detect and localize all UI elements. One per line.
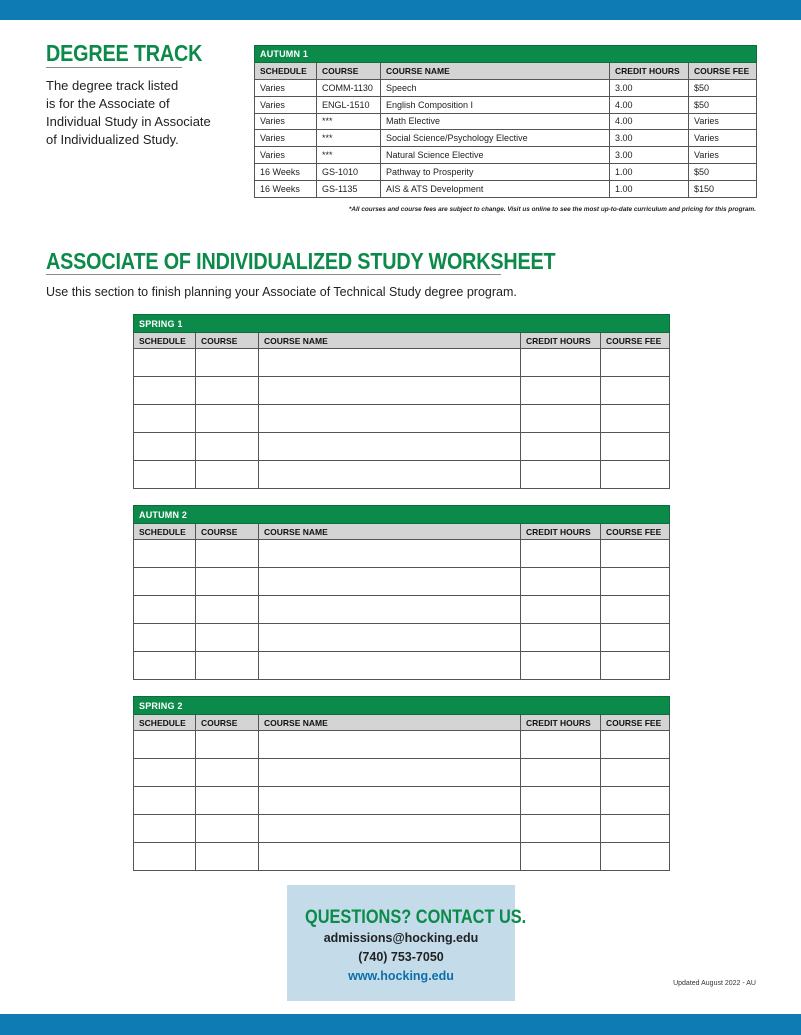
column-header-course-name: COURSE NAME xyxy=(259,333,521,349)
blank-cell[interactable] xyxy=(196,815,259,843)
blank-cell[interactable] xyxy=(196,540,259,568)
top-color-bar xyxy=(0,0,801,20)
blank-cell[interactable] xyxy=(259,843,521,871)
blank-cell[interactable] xyxy=(196,652,259,680)
blank-cell[interactable] xyxy=(196,731,259,759)
column-header-schedule: SCHEDULE xyxy=(134,333,196,349)
blank-worksheet-row[interactable] xyxy=(134,624,670,652)
column-header-course-name: COURSE NAME xyxy=(381,63,610,80)
blank-cell[interactable] xyxy=(134,624,196,652)
column-header-credit-hours: CREDIT HOURS xyxy=(521,333,601,349)
credit-hours-cell: 1.00 xyxy=(610,163,689,180)
course-name-cell: AIS & ATS Development xyxy=(381,180,610,197)
blank-cell[interactable] xyxy=(259,652,521,680)
schedule-cell: Varies xyxy=(255,113,317,130)
blank-cell[interactable] xyxy=(134,461,196,489)
blank-cell[interactable] xyxy=(521,461,601,489)
blank-cell[interactable] xyxy=(259,349,521,377)
schedule-cell: 16 Weeks xyxy=(255,163,317,180)
term-label: AUTUMN 2 xyxy=(134,506,670,524)
autumn1-course-table xyxy=(254,45,757,198)
blank-cell[interactable] xyxy=(259,540,521,568)
blank-cell[interactable] xyxy=(196,349,259,377)
blank-cell[interactable] xyxy=(196,759,259,787)
course-name-cell: Social Science/Psychology Elective xyxy=(381,130,610,147)
course-fee-cell: Varies xyxy=(689,113,757,130)
blank-cell[interactable] xyxy=(601,540,670,568)
schedule-cell: Varies xyxy=(255,96,317,113)
blank-cell[interactable] xyxy=(134,815,196,843)
contact-title-text: QUESTIONS? CONTACT US. xyxy=(305,907,527,928)
blank-cell[interactable] xyxy=(259,787,521,815)
blank-worksheet-row[interactable] xyxy=(134,568,670,596)
schedule-cell: Varies xyxy=(255,147,317,164)
worksheet-title: ASSOCIATE OF INDIVIDUALIZED STUDY WORKSHEET xyxy=(46,248,556,274)
blank-cell[interactable] xyxy=(521,624,601,652)
blank-cell[interactable] xyxy=(601,731,670,759)
blank-cell[interactable] xyxy=(134,405,196,433)
blank-cell[interactable] xyxy=(601,568,670,596)
column-header-credit-hours: CREDIT HOURS xyxy=(521,524,601,540)
column-header-course-name: COURSE NAME xyxy=(259,524,521,540)
course-code-cell: ENGL-1510 xyxy=(317,96,381,113)
term-label: SPRING 1 xyxy=(134,315,670,333)
term-label: AUTUMN 1 xyxy=(255,46,757,63)
blank-cell[interactable] xyxy=(521,377,601,405)
blank-worksheet-row[interactable] xyxy=(134,815,670,843)
blank-cell[interactable] xyxy=(196,624,259,652)
blank-worksheet-row[interactable] xyxy=(134,349,670,377)
blank-cell[interactable] xyxy=(196,843,259,871)
contact-email-link[interactable]: admissions@hocking.edu xyxy=(323,931,479,945)
blank-cell[interactable] xyxy=(134,652,196,680)
table-row xyxy=(255,147,757,164)
credit-hours-cell: 1.00 xyxy=(610,180,689,197)
course-name-cell: English Composition I xyxy=(381,96,610,113)
blank-cell[interactable] xyxy=(196,405,259,433)
column-header-schedule: SCHEDULE xyxy=(134,524,196,540)
blank-cell[interactable] xyxy=(601,652,670,680)
blank-cell[interactable] xyxy=(134,540,196,568)
table-row xyxy=(255,113,757,130)
blank-cell[interactable] xyxy=(521,787,601,815)
blank-cell[interactable] xyxy=(259,731,521,759)
blank-cell[interactable] xyxy=(521,815,601,843)
table-row xyxy=(255,80,757,97)
credit-hours-cell: 3.00 xyxy=(610,80,689,97)
degree-track-title-rule xyxy=(46,67,182,68)
course-fee-cell: $50 xyxy=(689,96,757,113)
blank-cell[interactable] xyxy=(259,461,521,489)
blank-cell[interactable] xyxy=(196,568,259,596)
blank-worksheet-row[interactable] xyxy=(134,787,670,815)
course-fee-cell: Varies xyxy=(689,130,757,147)
blank-cell[interactable] xyxy=(601,787,670,815)
blank-cell[interactable] xyxy=(134,568,196,596)
blank-cell[interactable] xyxy=(259,568,521,596)
blank-cell[interactable] xyxy=(259,433,521,461)
intro-line: is for the Associate of xyxy=(46,96,170,111)
column-header-credit-hours: CREDIT HOURS xyxy=(610,63,689,80)
credit-hours-cell: 3.00 xyxy=(610,147,689,164)
course-code-cell: COMM-1130 xyxy=(317,80,381,97)
blank-cell[interactable] xyxy=(601,377,670,405)
contact-title xyxy=(287,907,527,929)
blank-cell[interactable] xyxy=(134,377,196,405)
course-fee-cell: $50 xyxy=(689,80,757,97)
column-header-course: COURSE xyxy=(196,333,259,349)
blank-cell[interactable] xyxy=(259,624,521,652)
column-header-course-fee: COURSE FEE xyxy=(689,63,757,80)
blank-cell[interactable] xyxy=(601,759,670,787)
course-fee-cell: $50 xyxy=(689,163,757,180)
blank-worksheet-row[interactable] xyxy=(134,377,670,405)
worksheet-intro: Use this section to finish planning your Associate of Technical Study degree program. xyxy=(46,285,517,299)
course-code-cell: *** xyxy=(317,113,381,130)
blank-cell[interactable] xyxy=(134,787,196,815)
contact-phone[interactable]: (740) 753-7050 xyxy=(358,950,444,964)
degree-track-intro xyxy=(46,77,246,149)
blank-cell[interactable] xyxy=(196,787,259,815)
spring1-worksheet-table xyxy=(133,314,670,489)
blank-worksheet-row[interactable] xyxy=(134,433,670,461)
course-fee-cell: $150 xyxy=(689,180,757,197)
blank-cell[interactable] xyxy=(601,349,670,377)
blank-cell[interactable] xyxy=(601,461,670,489)
worksheet-title-rule xyxy=(46,274,501,275)
course-name-cell: Pathway to Prosperity xyxy=(381,163,610,180)
blank-cell[interactable] xyxy=(601,815,670,843)
blank-worksheet-row[interactable] xyxy=(134,652,670,680)
contact-website-link[interactable]: www.hocking.edu xyxy=(348,969,454,983)
column-header-course-name: COURSE NAME xyxy=(259,715,521,731)
blank-worksheet-row[interactable] xyxy=(134,461,670,489)
blank-cell[interactable] xyxy=(601,405,670,433)
column-header-course-fee: COURSE FEE xyxy=(601,715,670,731)
course-fee-cell: Varies xyxy=(689,147,757,164)
spring2-worksheet-table xyxy=(133,696,670,871)
blank-cell[interactable] xyxy=(196,461,259,489)
blank-cell[interactable] xyxy=(196,377,259,405)
column-header-course: COURSE xyxy=(196,715,259,731)
course-name-cell: Natural Science Elective xyxy=(381,147,610,164)
blank-cell[interactable] xyxy=(134,349,196,377)
table-row xyxy=(255,130,757,147)
blank-cell[interactable] xyxy=(134,843,196,871)
table-row xyxy=(255,163,757,180)
schedule-cell: Varies xyxy=(255,80,317,97)
blank-worksheet-row[interactable] xyxy=(134,596,670,624)
blank-cell[interactable] xyxy=(259,759,521,787)
blank-cell[interactable] xyxy=(134,433,196,461)
course-code-cell: *** xyxy=(317,130,381,147)
course-code-cell: GS-1135 xyxy=(317,180,381,197)
column-header-course-fee: COURSE FEE xyxy=(601,333,670,349)
intro-line: The degree track listed xyxy=(46,78,179,93)
blank-cell[interactable] xyxy=(521,652,601,680)
updated-date-note: Updated August 2022 - AU xyxy=(673,980,756,987)
blank-cell[interactable] xyxy=(259,815,521,843)
course-name-cell: Math Elective xyxy=(381,113,610,130)
course-code-cell: *** xyxy=(317,147,381,164)
bottom-color-bar xyxy=(0,1014,801,1035)
schedule-cell: 16 Weeks xyxy=(255,180,317,197)
term-label: SPRING 2 xyxy=(134,697,670,715)
credit-hours-cell: 3.00 xyxy=(610,130,689,147)
blank-cell[interactable] xyxy=(521,596,601,624)
blank-cell[interactable] xyxy=(521,433,601,461)
blank-cell[interactable] xyxy=(521,405,601,433)
column-header-credit-hours: CREDIT HOURS xyxy=(521,715,601,731)
blank-cell[interactable] xyxy=(601,843,670,871)
column-header-course-fee: COURSE FEE xyxy=(601,524,670,540)
blank-worksheet-row[interactable] xyxy=(134,540,670,568)
autumn2-worksheet-table xyxy=(133,505,670,680)
degree-track-title: DEGREE TRACK xyxy=(46,40,203,66)
blank-cell[interactable] xyxy=(259,405,521,433)
blank-cell[interactable] xyxy=(521,843,601,871)
column-header-schedule: SCHEDULE xyxy=(255,63,317,80)
blank-cell[interactable] xyxy=(196,433,259,461)
credit-hours-cell: 4.00 xyxy=(610,113,689,130)
blank-cell[interactable] xyxy=(601,624,670,652)
blank-cell[interactable] xyxy=(134,596,196,624)
table-row xyxy=(255,96,757,113)
blank-cell[interactable] xyxy=(601,433,670,461)
blank-worksheet-row[interactable] xyxy=(134,759,670,787)
blank-cell[interactable] xyxy=(259,596,521,624)
blank-cell[interactable] xyxy=(196,596,259,624)
column-header-schedule: SCHEDULE xyxy=(134,715,196,731)
course-code-cell: GS-1010 xyxy=(317,163,381,180)
blank-cell[interactable] xyxy=(134,731,196,759)
intro-line: of Individualized Study. xyxy=(46,132,179,147)
intro-line: Individual Study in Associate xyxy=(46,114,211,129)
blank-cell[interactable] xyxy=(521,759,601,787)
blank-cell[interactable] xyxy=(259,377,521,405)
blank-cell[interactable] xyxy=(134,759,196,787)
column-header-course: COURSE xyxy=(317,63,381,80)
course-name-cell: Speech xyxy=(381,80,610,97)
course-disclaimer: *All courses and course fees are subject to change. Visit us online to see the most up-to-date curriculum and pricing for this program. xyxy=(348,206,756,213)
blank-worksheet-row[interactable] xyxy=(134,731,670,759)
schedule-cell: Varies xyxy=(255,130,317,147)
blank-worksheet-row[interactable] xyxy=(134,843,670,871)
blank-cell[interactable] xyxy=(521,540,601,568)
contact-box xyxy=(287,885,527,1001)
column-header-course: COURSE xyxy=(196,524,259,540)
blank-worksheet-row[interactable] xyxy=(134,405,670,433)
blank-cell[interactable] xyxy=(601,596,670,624)
blank-cell[interactable] xyxy=(521,349,601,377)
blank-cell[interactable] xyxy=(521,568,601,596)
credit-hours-cell: 4.00 xyxy=(610,96,689,113)
table-row xyxy=(255,180,757,197)
blank-cell[interactable] xyxy=(521,731,601,759)
